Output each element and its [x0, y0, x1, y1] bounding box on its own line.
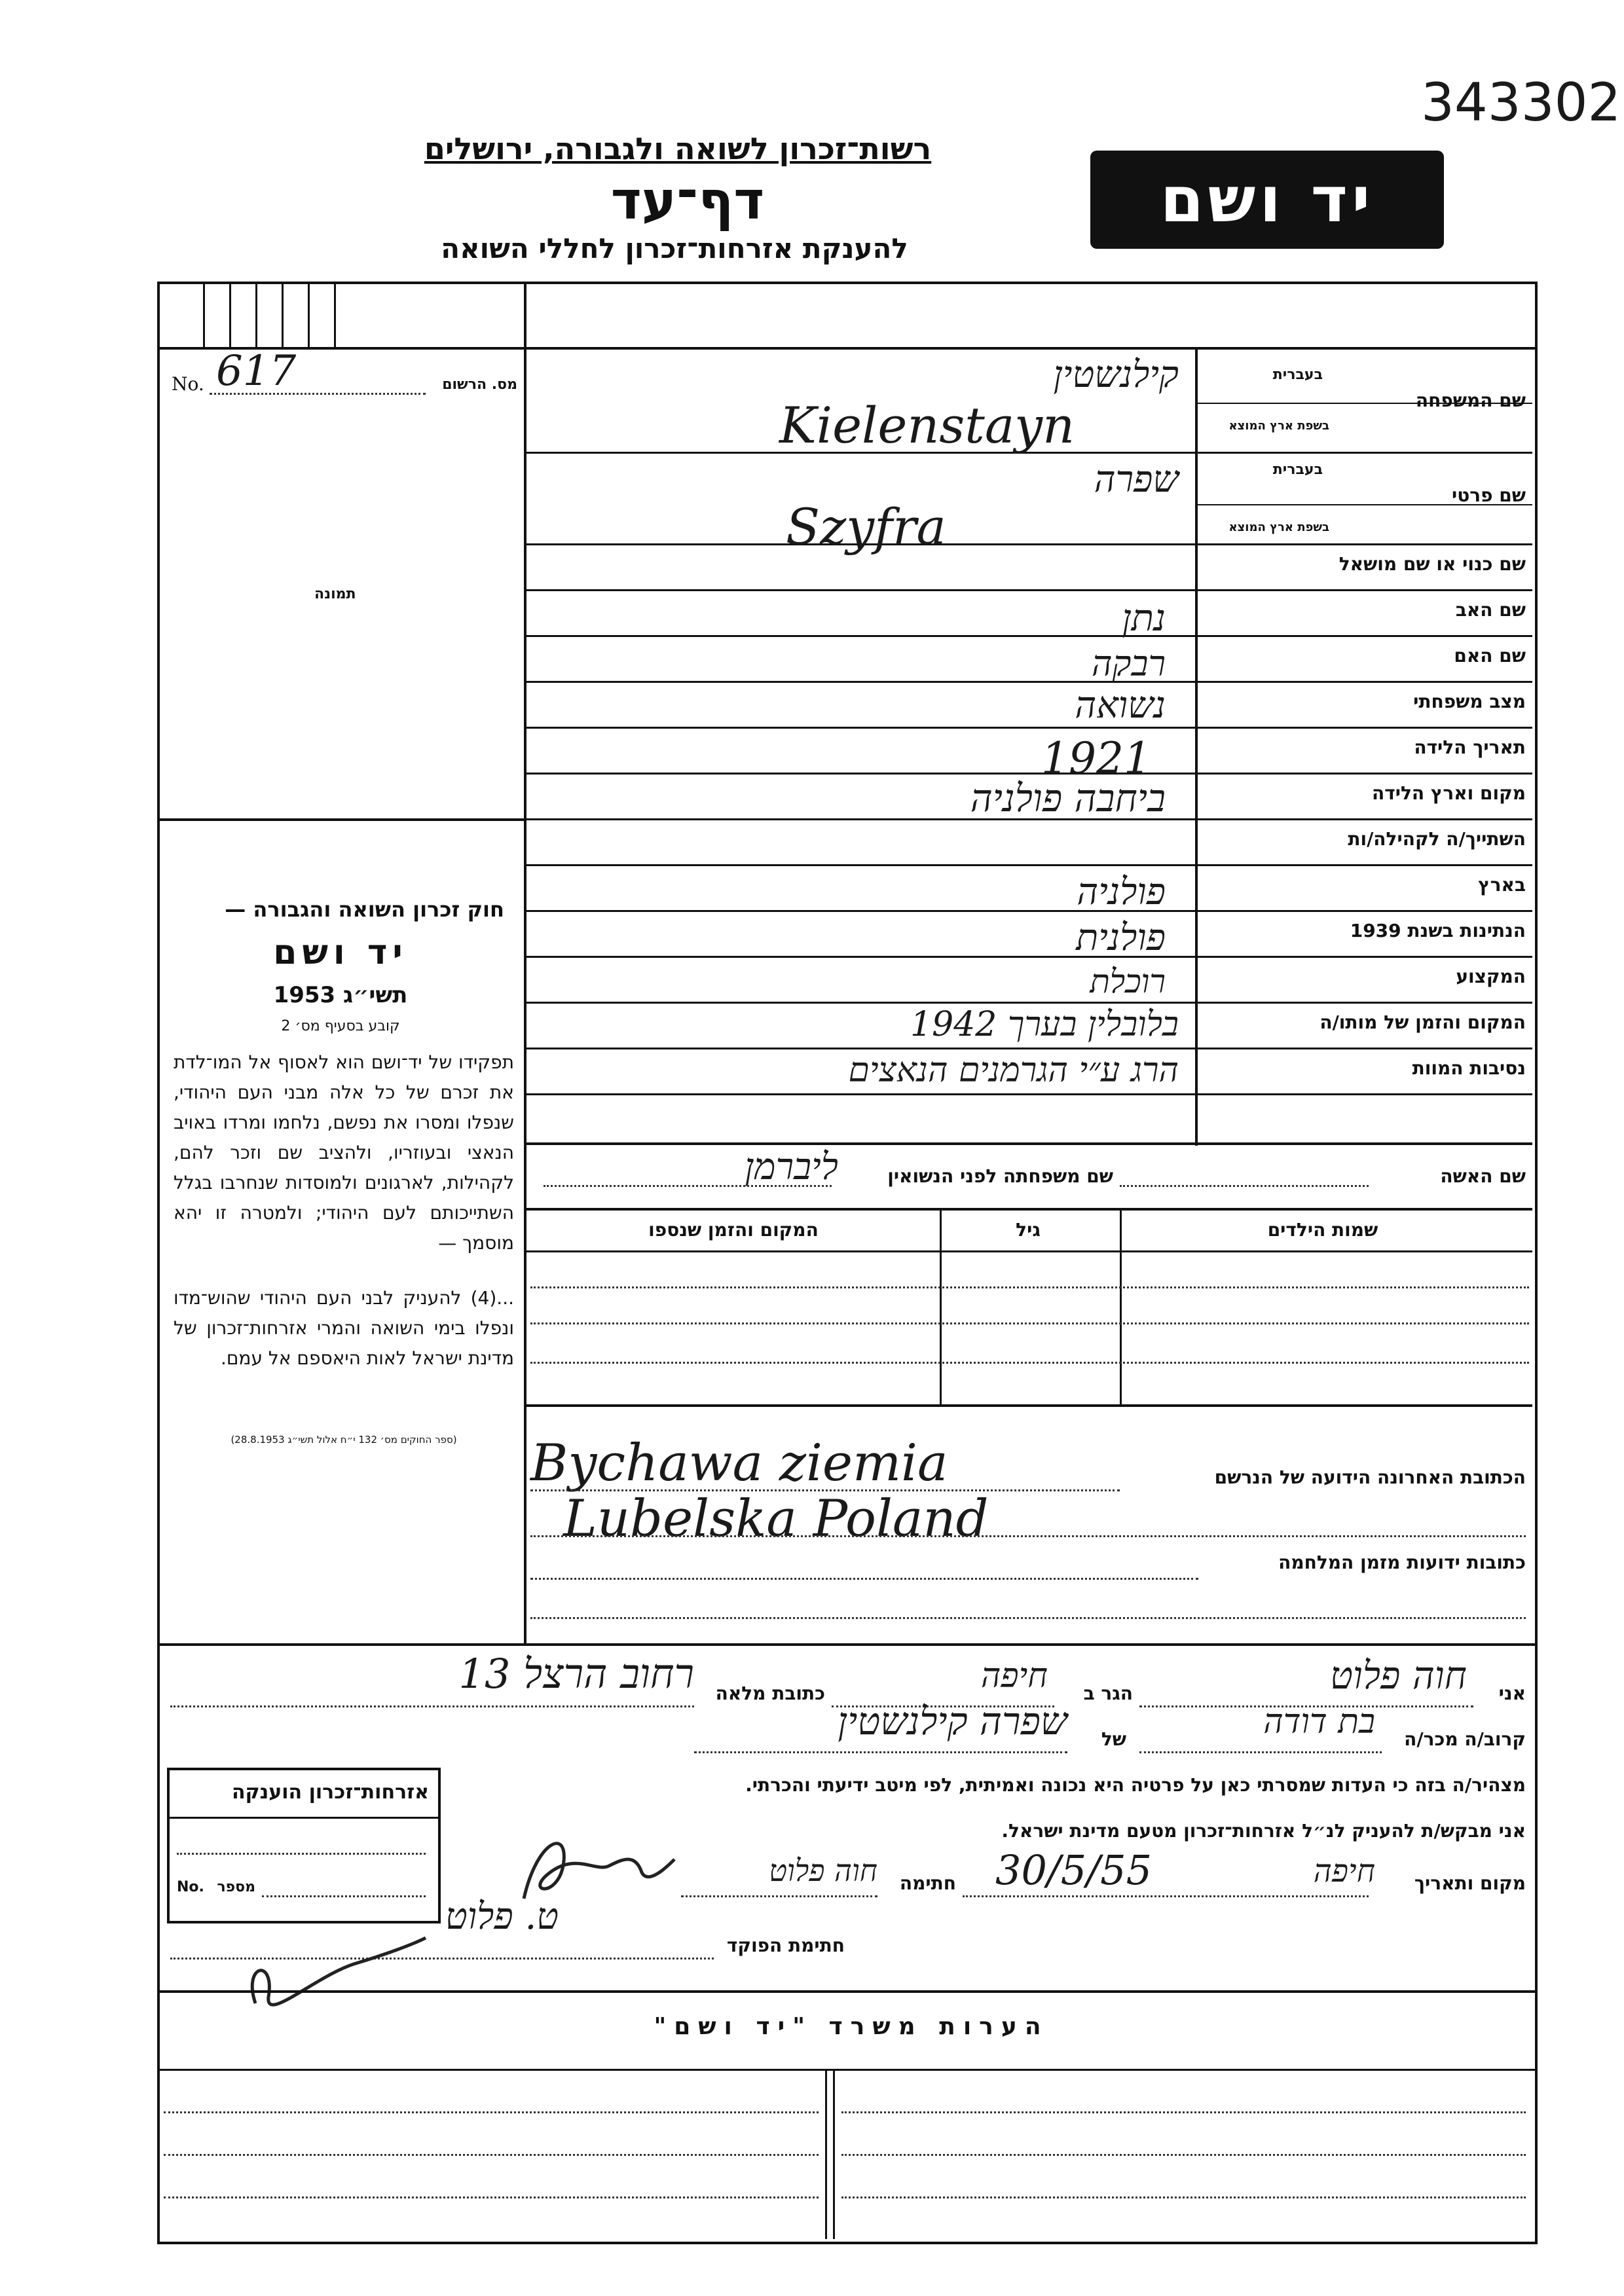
birth-place-label: מקום וארץ הלידה [1372, 782, 1526, 804]
family-name-orig-value: Kielenstayn [779, 396, 1075, 454]
citizenship-box-title: אזרחות־זכרון הוענקה [231, 1781, 429, 1804]
law-clause: קובע בסעיף מס׳ 2 [281, 1018, 400, 1034]
last-address-line1: Bychawa ziemia [530, 1434, 948, 1493]
i-label: אני [1498, 1683, 1526, 1704]
photo-label: תמונה [314, 586, 356, 602]
death-circumstances-value: הרג ע״י הגרמנים הנאצים [848, 1051, 1179, 1090]
declarant-name: חוה פלוט [1330, 1653, 1467, 1698]
office-notes-title: הערות משרד "יד ושם" [654, 2013, 1049, 2040]
children-place-header: המקום והזמן שנספו [648, 1219, 819, 1241]
spouse-maiden-value: ליברמן [745, 1146, 838, 1188]
family-name-sub-he: בעברית [1272, 367, 1323, 383]
first-name-sub-he: בעברית [1272, 462, 1323, 478]
place-date-label: מקום ותאריך [1414, 1872, 1526, 1894]
authority-title: רשות־זכרון לשואה ולגבורה, ירושלים [424, 131, 932, 166]
last-address-label: הכתובת האחרונה הידועה של הנרשם [1214, 1467, 1526, 1488]
community-label: השתייך/ה לקהילה/ות [1348, 828, 1526, 850]
spouse-maiden-label: שם משפחתה לפני הנשואין [887, 1165, 1113, 1187]
resident-label: הגר ב [1083, 1683, 1133, 1704]
request-text: אני מבקש/ת להעניק לנ״ל אזרחות־זכרון מטעם מדינת ישראל. [1001, 1820, 1526, 1842]
marital-label: מצב משפחתי [1413, 691, 1526, 712]
family-name-label: שם המשפחה [1415, 390, 1526, 411]
relation-value: בת דודה [1263, 1702, 1375, 1741]
children-age-header: גיל [1016, 1219, 1041, 1241]
signature-value: חוה פלוט [769, 1853, 877, 1888]
profession-value: רוכלת [1090, 962, 1166, 1000]
birth-date-label: תאריך הלידה [1414, 737, 1526, 758]
date-value: 30/5/55 [995, 1846, 1153, 1894]
citizenship-box-no-label: No. [177, 1879, 204, 1895]
law-text-2: ...(4) להעניק לבני העם היהודי שהוש־מדו ונפלו בימי השואה והמרי אזרחות־זכרון של מדינת ישראל לאות היאספם אל עמם. [174, 1287, 514, 1369]
officer-signature-label: חתימת הפוקד [726, 1935, 845, 1956]
nickname-label: שם כנוי או שם מושאל [1338, 553, 1526, 575]
relation-label: קרוב/ה מכר/ה [1404, 1728, 1526, 1750]
law-year: תשי״ג 1953 [273, 982, 408, 1008]
last-address-line2: Lubelska Poland [563, 1489, 989, 1548]
mother-value: רבקה [1091, 643, 1166, 684]
family-name-sub-orig: בשפת ארץ המוצא [1228, 419, 1329, 433]
law-name: יד ושם [273, 933, 408, 972]
nationality-label: הנתינות בשנת 1939 [1350, 920, 1526, 941]
archive-number: 343302 [1421, 72, 1621, 133]
first-name-label: שם פרטי [1451, 484, 1526, 506]
officer-initials: ט. פלוט [445, 1895, 559, 1938]
registration-no-label: No. [172, 373, 204, 395]
first-name-sub-orig: בשפת ארץ המוצא [1228, 520, 1329, 534]
registration-label: מס. הרשום [442, 376, 517, 393]
law-title: חוק זכרון השואה והגבורה — [225, 897, 504, 922]
law-text-1: תפקידו של יד־ושם הוא לאסוף אל המו־לדת את זכרם של כל אלה מבני העם היהודי, שנפלו ומסרו את נפשם, נלחמו ומרדו באויב הנאצי ובעוזריו, ולהציב שם וזכר להם, לקהילות, לארגונים ולמוסדות שנחרבו בגלל השתייכותם לעם היהודי; ולמטרה זו יהא מוסמך — [174, 1051, 514, 1254]
logo-text: יד ושם [1160, 163, 1375, 236]
first-name-orig-value: Szyfra [786, 498, 946, 556]
death-place-label: המקום והזמן של מותו/ה [1320, 1011, 1526, 1033]
family-name-he-value: קילנשטין [1053, 354, 1179, 396]
form-title: דף־עד [610, 170, 765, 231]
father-label: שם האב [1455, 599, 1526, 621]
full-address-label: כתובת מלאה [715, 1683, 825, 1704]
nationality-value: פולנית [1076, 917, 1166, 959]
father-value: נתן [1122, 597, 1166, 640]
declaration-text: מצהיר/ה בזה כי העדות שמסרתי כאן על פרטיה היא נכונה ואמיתית, לפי מיטב ידיעתי והכרתי. [745, 1774, 1526, 1796]
marital-value: נשואה [1075, 684, 1166, 727]
death-circumstances-label: נסיבות המוות [1412, 1057, 1526, 1079]
registration-number: 617 [216, 347, 297, 395]
children-names-header: שמות הילדים [1267, 1219, 1378, 1241]
birth-date-value: 1921 [1041, 733, 1151, 784]
mother-label: שם האם [1454, 645, 1526, 666]
place-value: חיפה [1313, 1853, 1375, 1889]
profession-label: המקצוע [1456, 966, 1526, 987]
spouse-label: שם האשה [1440, 1165, 1526, 1187]
birth-place-value: ביחבה פולניה [970, 776, 1166, 820]
first-name-he-value: שפרה [1094, 458, 1179, 501]
declarant-city: חיפה [980, 1656, 1048, 1696]
wartime-address-label: כתובות ידועות מזמן המלחמה [1278, 1552, 1526, 1573]
death-place-value: בלובלין בערך 1942 [910, 1005, 1179, 1044]
officer-scribble [236, 1925, 432, 2030]
form-subtitle: להענקת אזרחות־זכרון לחללי השואה [441, 232, 908, 264]
of-label: של [1101, 1728, 1126, 1750]
law-reference: (ספר החוקים מס׳ 132 י״ח אלול תשי״ג 28.8.1953) [231, 1434, 457, 1446]
of-value: שפרה קילנשטין [838, 1699, 1067, 1743]
yad-vashem-logo [1090, 151, 1444, 249]
declarant-full-address: רחוב הרצל 13 [458, 1650, 694, 1698]
citizenship-box-number-label: מספר [217, 1879, 255, 1895]
country-label: בארץ [1478, 874, 1526, 896]
country-value: פולניה [1077, 871, 1166, 913]
signature-label: חתימה [899, 1872, 956, 1894]
